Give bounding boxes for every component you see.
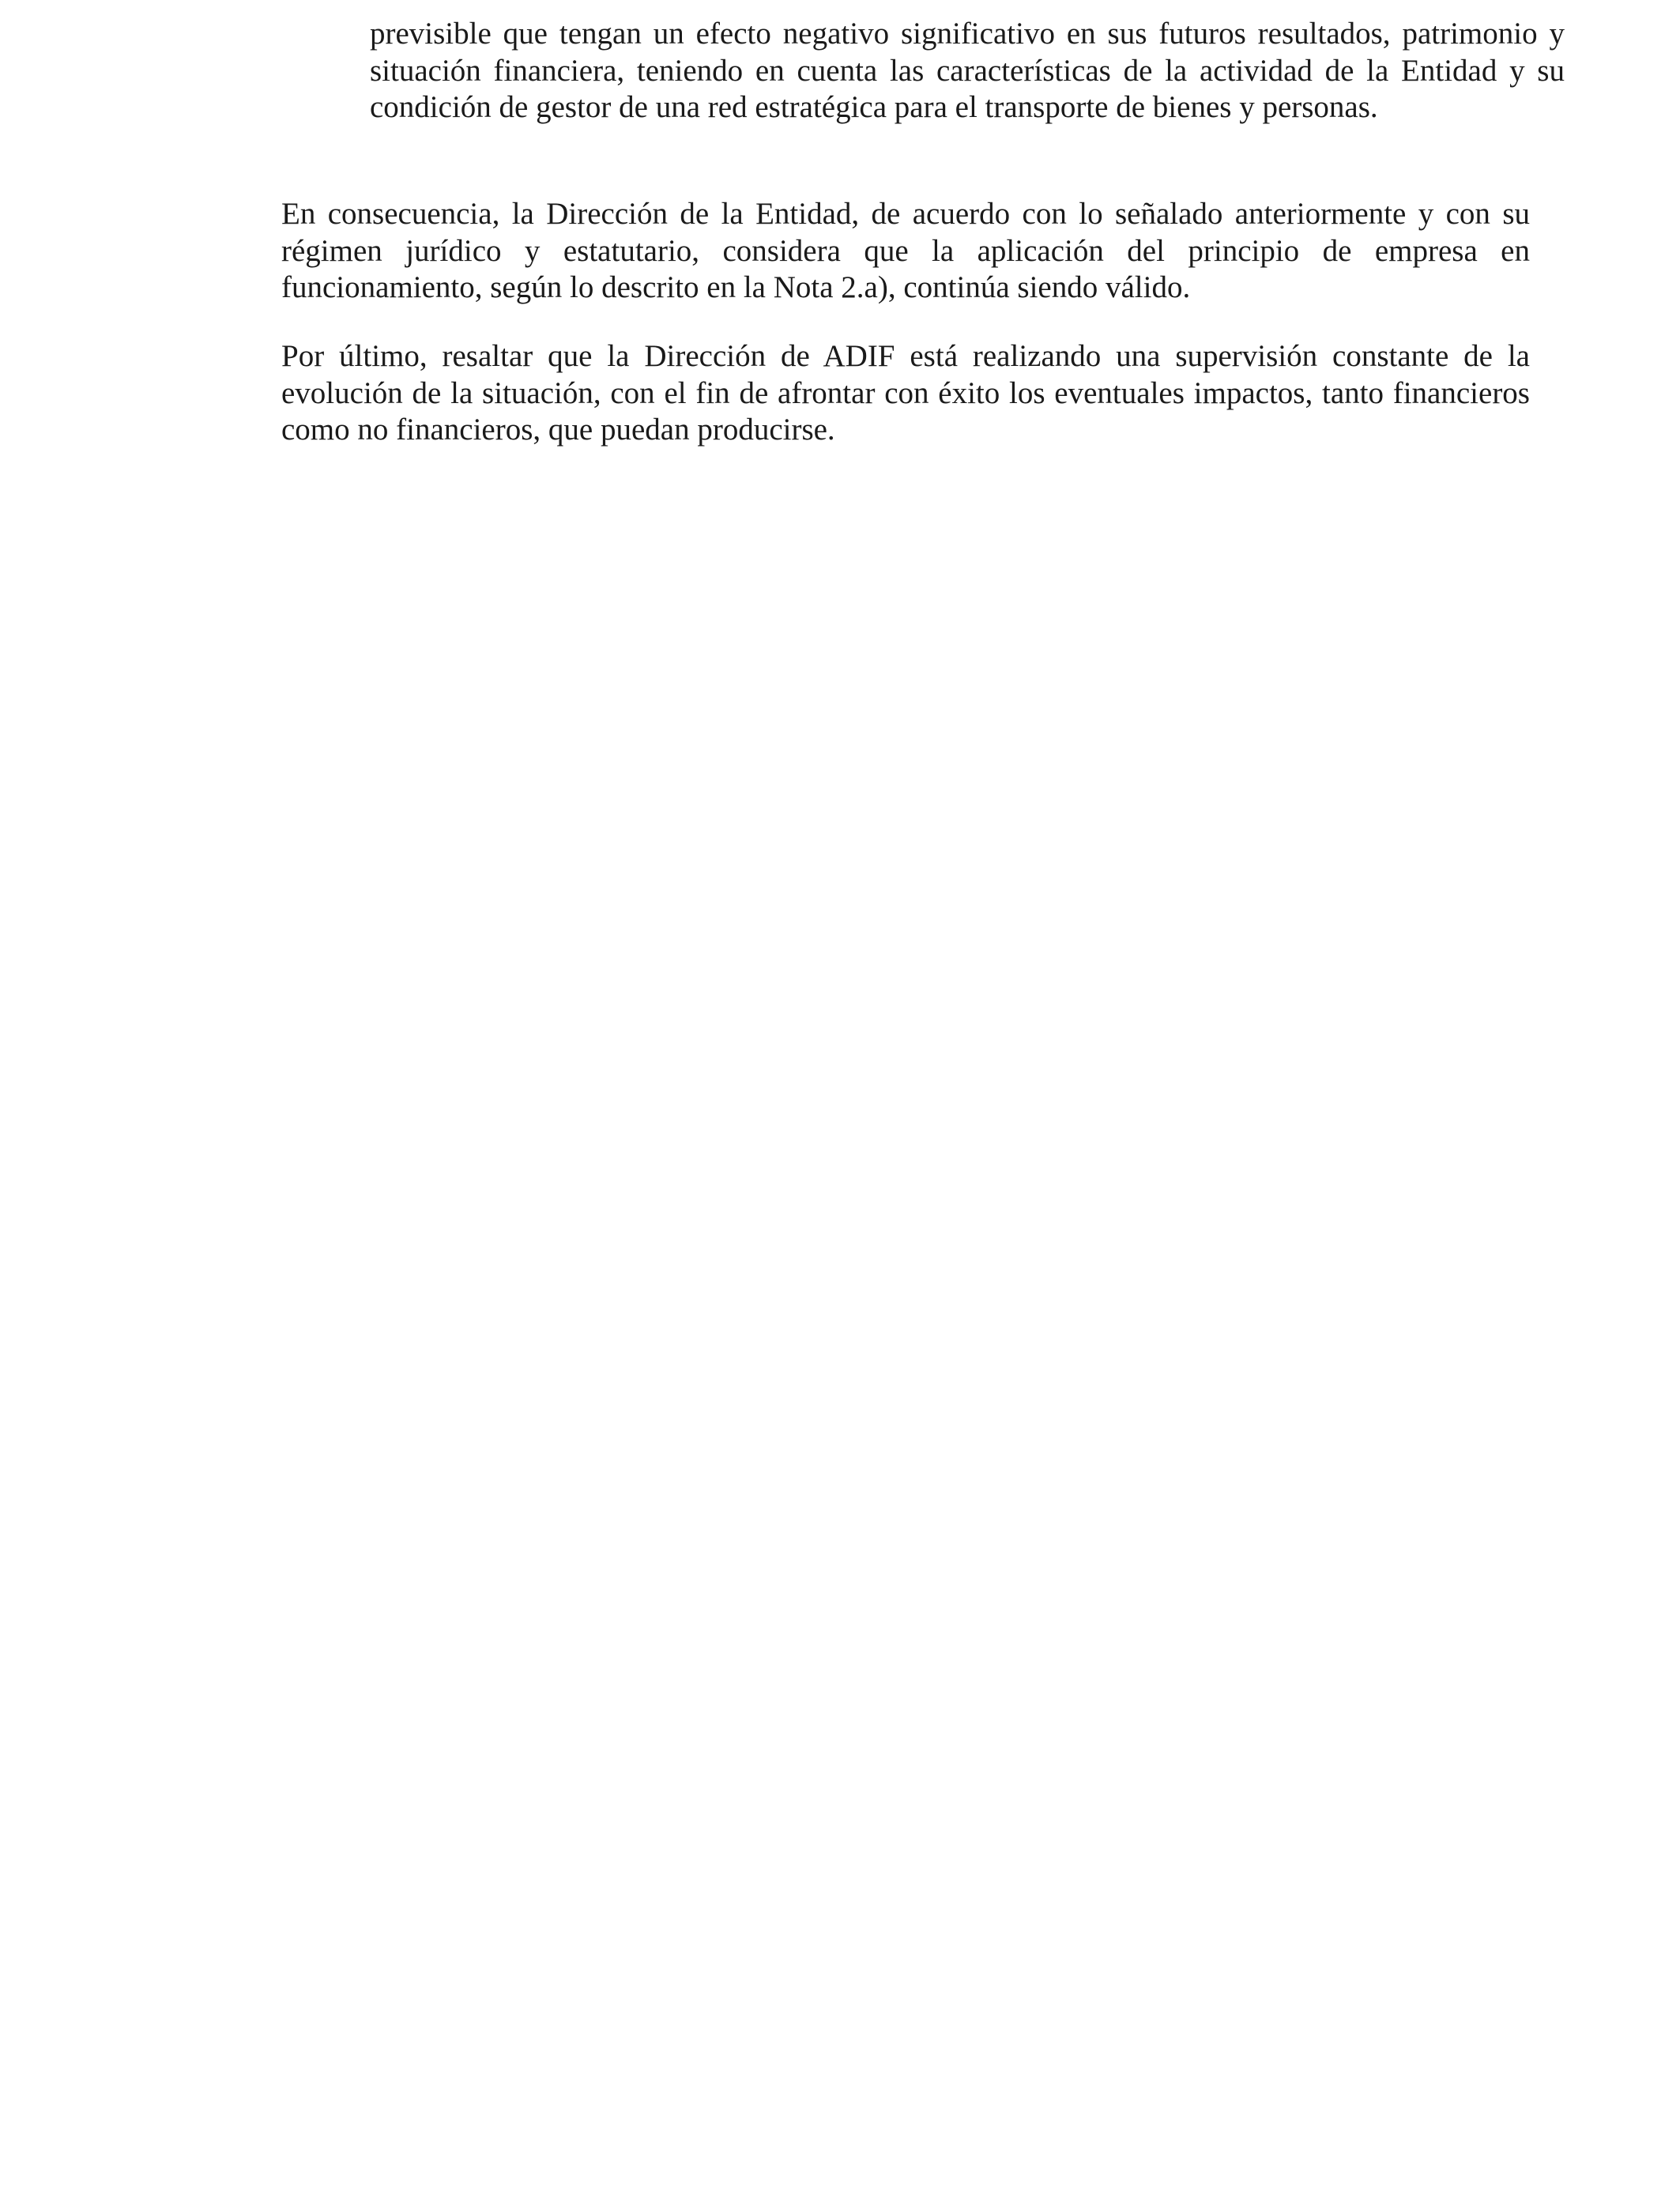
paragraph-continuation-list-item: previsible que tengan un efecto negativo significativo en sus futuros resultados, patrimonio y situación financiera, teniendo en cuenta las características de la actividad de la Entidad y su condición de gestor de una red estratégica para el transporte de bienes y personas. [370,17,1565,124]
paragraph-going-concern-conclusion: En consecuencia, la Dirección de la Entidad, de acuerdo con lo señalado anteriormente y con su régimen jurídico y estatutario, considera que la aplicación del principio de empresa en funcionamiento, según lo descrito en la Nota 2.a), continúa siendo válido. [281,197,1530,304]
paragraph-supervision-statement: Por último, resaltar que la Dirección de ADIF está realizando una supervisión constante de la evolución de la situación, con el fin de afrontar con éxito los eventuales impactos, tanto financieros como no financieros, que puedan producirse. [281,339,1530,447]
